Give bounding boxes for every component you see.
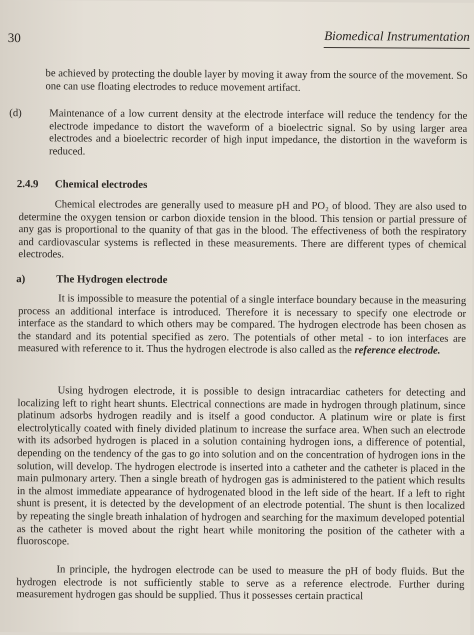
section-title: Chemical electrodes	[54, 178, 148, 191]
section-paragraph: Chemical electrodes are generally used to measure pH and PO₂ of blood. They are also used to determine the oxygen tension or carbon dioxide tension in the blood. This tension or partial pressure of any gas is proportional to the quanity of that gas in the blood. The effectiveness of both the respiratory and cardiovascular systems is reflected in these measurements. There are different types of chemical electrodes.	[18, 199, 467, 261]
list-item-text: Maintenance of a low current density at the electrode interface will reduce the tendency for the electrode impedance to distort the waveform of a bioelectric signal. So by using larger area electrodes and a bioelectric recorder of high input impedance, the distortion in the waveform is reduced.	[49, 108, 468, 158]
running-title-text: Biomedical Instrumentation	[324, 27, 470, 44]
list-item-label: (d)	[9, 108, 22, 120]
subsection-label: a)	[16, 273, 26, 286]
header-rule	[324, 47, 470, 49]
list-item-d	[9, 108, 467, 161]
running-title	[324, 28, 470, 45]
reference-electrode-term: reference electrode.	[354, 345, 441, 358]
hydrogen-paragraph-1-text: It is impossible to measure the potential of a single interface boundary because in the measuring process an additional interface is introduced. Therefore it is necessary to specify one electrode or interface as the standard to which others may be compared. The hydrogen electrode has been chosen as the standard and its potential specified as zero. The potentials of other metal - to ion interfaces are measured with reference to it. Thus the hydrogen electrode is also called as the	[17, 293, 467, 357]
page-number: 30	[7, 30, 21, 46]
section-number: 2.4.9	[16, 178, 39, 191]
continued-paragraph: be achieved by protecting the double layer by moving it away from the source of the movement. So one can use floating electrodes to reduce movement artifact.	[45, 68, 468, 94]
hydrogen-paragraph-2: Using hydrogen electrode, it is possible to design intracardiac catheters for detecting and localizing left to right heart shunts. Electrical connections are made in hydrogen through platinum, since platinum adsorbs hydrogen readily and is itself a good conductor. A platinum wire or plate is first electrolytically coated with finely divided platinum to increase the surface area. When such an electrode with its adsorbed hydrogen is placed in a solution containing hydrogen ions, a difference of potential, depending on the tendency of the gas to go into solution and on the concentration of hydrogen ions in the solution, will develop. The hydrogen electrode is inserted into a catheter and the catheter is placed in the main pulmonary artery. Then a single breath of hydrogen gas is administered to the patient which results in the almost immediate appearance of hydrogenated blood in the left side of the heart. If a left to right shunt is present, it is detected by the development of an electrode potential. The shunt is then localized by repeating the single breath inhalation of hydrogen and searching for the maximum developed potential as the catheter is moved about the right heart while monitoring the position of the catheter with a fluoroscope.	[16, 385, 466, 548]
subsection-title: The Hydrogen electrode	[56, 273, 168, 287]
hydrogen-paragraph-1	[18, 293, 466, 359]
hydrogen-paragraph-3: In principle, the hydrogen electrode can be used to measure the pH of body fluids. But the hydrogen electrode is not sufficiently stable to serve as a reference electrode. Further during measurement hydrogen gas should be supplied. Thus it possesses certain practical	[16, 564, 465, 603]
